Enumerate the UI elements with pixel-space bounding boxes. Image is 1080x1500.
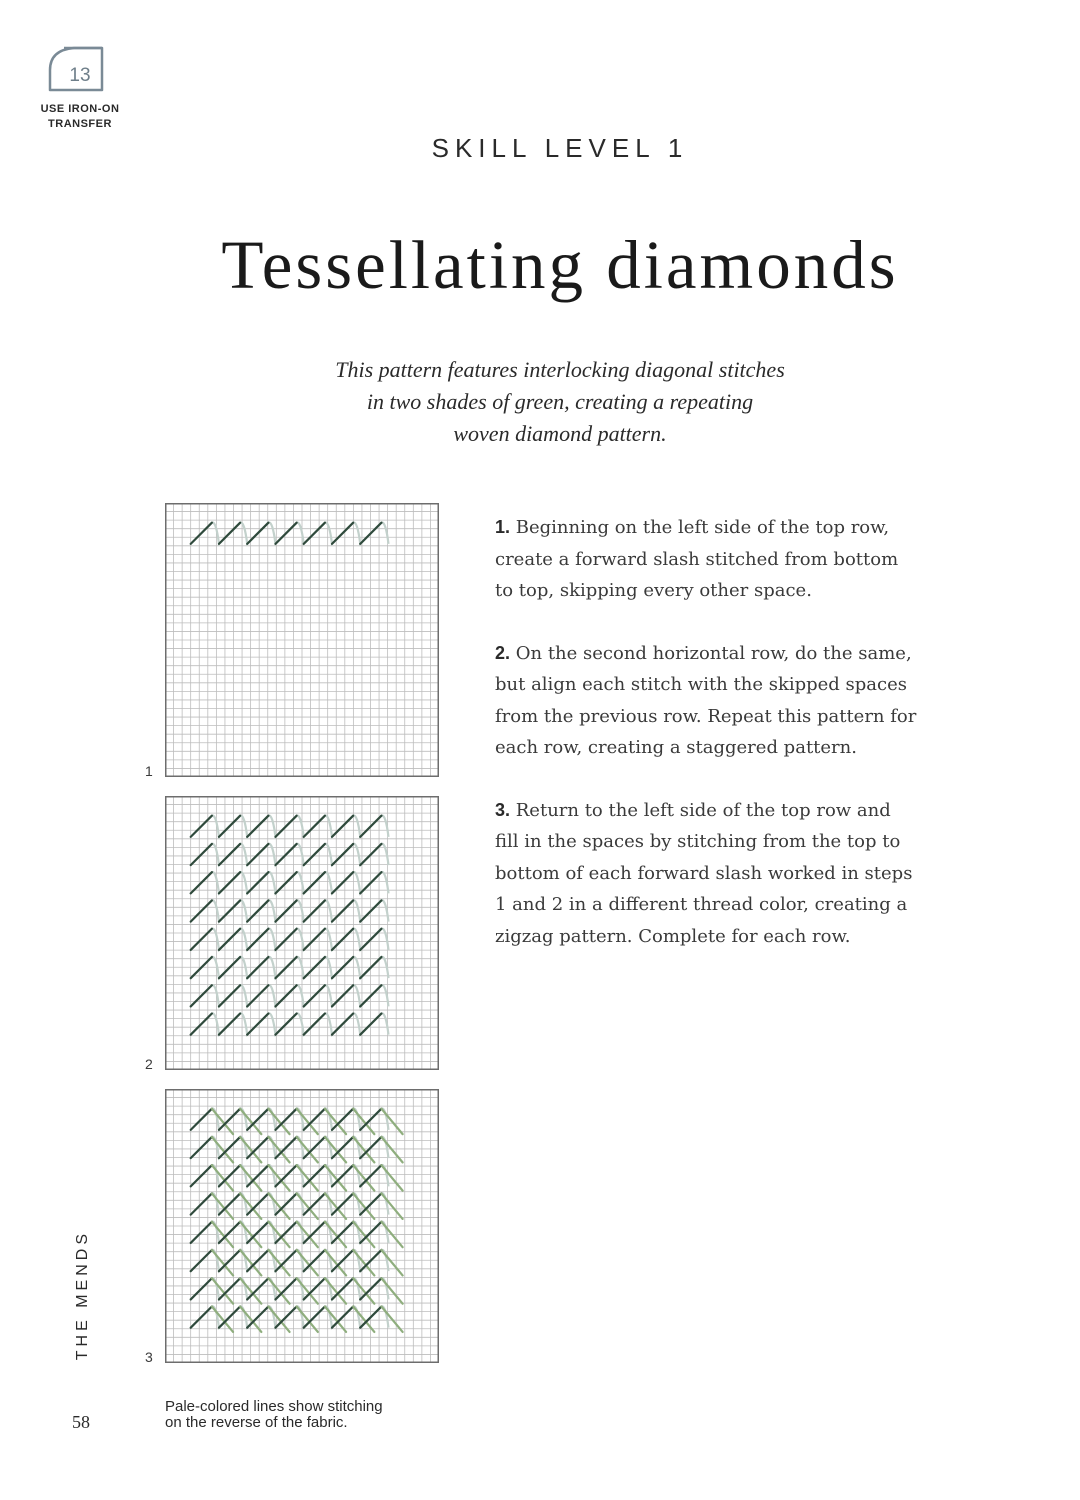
figure-label-3: 3 xyxy=(145,1349,153,1365)
step-line: create a forward slash stitched from bottom xyxy=(495,548,899,570)
diagram-caption xyxy=(165,1399,383,1431)
page-title: Tessellating diamonds xyxy=(221,227,899,303)
section-label: THE MENDS xyxy=(74,1230,91,1361)
transfer-number: 13 xyxy=(69,65,91,86)
step-line xyxy=(495,638,965,670)
transfer-label-line: TRANSFER xyxy=(48,118,112,130)
page-number: 58 xyxy=(72,1412,90,1432)
caption-line: on the reverse of the fabric. xyxy=(165,1414,348,1431)
transfer-label-line: USE IRON-ON xyxy=(40,103,120,115)
step-number: 2. xyxy=(495,642,511,663)
step-text: Return to the left side of the top row and xyxy=(515,799,891,821)
intro-line: This pattern features interlocking diagonal stitches xyxy=(335,357,785,382)
figure-label-2: 2 xyxy=(145,1056,153,1072)
step-3 xyxy=(495,795,965,953)
step-line: 1 and 2 in a different thread color, creating a xyxy=(495,894,908,915)
intro-text xyxy=(260,354,860,450)
stitch-diagram-1 xyxy=(165,503,439,777)
intro-line: woven diamond pattern. xyxy=(453,421,667,446)
step-2 xyxy=(495,638,965,764)
step-text: On the second horizontal row, do the same, xyxy=(515,642,912,664)
step-1 xyxy=(495,512,965,607)
step-line: from the previous row. Repeat this pattern for xyxy=(495,705,917,727)
step-line: zigzag pattern. Complete for each row. xyxy=(495,925,851,947)
step-line xyxy=(495,795,965,827)
step-line: but align each stitch with the skipped spaces xyxy=(495,674,908,695)
step-number: 3. xyxy=(495,799,511,820)
intro-line: in two shades of green, creating a repeating xyxy=(366,389,754,414)
iron-on-transfer-badge xyxy=(40,40,120,132)
step-text: Beginning on the left side of the top row, xyxy=(515,517,890,538)
step-line: each row, creating a staggered pattern. xyxy=(495,737,857,758)
figure-label-1: 1 xyxy=(145,763,153,779)
caption-line: Pale-colored lines show stitching xyxy=(165,1398,383,1415)
step-line: fill in the spaces by stitching from the top to xyxy=(495,831,901,852)
step-line: bottom of each forward slash worked in steps xyxy=(495,862,913,884)
skill-level: SKILL LEVEL 1 xyxy=(431,133,689,163)
stitch-diagram-2 xyxy=(165,796,439,1070)
step-line: to top, skipping every other space. xyxy=(495,580,812,601)
instructions xyxy=(495,512,965,983)
transfer-label xyxy=(40,102,120,132)
step-line xyxy=(495,512,965,544)
stitch-diagram-3 xyxy=(165,1089,439,1363)
step-number: 1. xyxy=(495,517,511,537)
